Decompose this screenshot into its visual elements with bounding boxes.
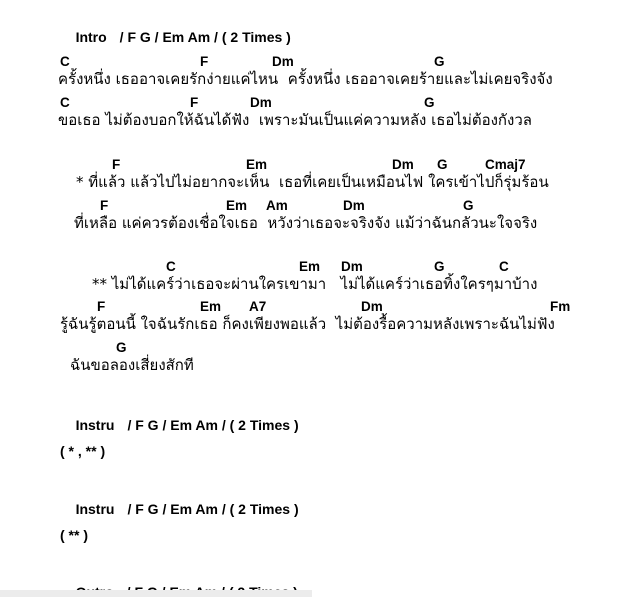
chord-symbol: Dm [272, 54, 294, 69]
instru-section-label-1 [60, 401, 299, 449]
chord-symbol: C [166, 259, 176, 274]
lyric-line: รู้ฉันรู้ตอนนี้ ใจฉันรักเธอ ก็คงเพียงพอแล้ว ไม่ต้องรื้อความหลังเพราะฉันไม่ฟัง [60, 315, 555, 333]
section-name: Intro [75, 29, 107, 45]
chord-symbol: F [100, 198, 109, 213]
chord-symbol: Cmaj7 [485, 157, 526, 172]
lyric-line: ที่เหลือ แค่ควรต้องเชื่อใจเธอ หวังว่าเธอจะจริงจัง แม้ว่าฉันกลัวนะใจจริง [74, 214, 538, 232]
repeat-marker-2: ( ** ) [60, 527, 88, 543]
instru-section-label-2 [60, 485, 299, 533]
lyric-line: ขอเธอ ไม่ต้องบอกให้ฉันได้ฟัง เพราะมันเป็นแค่ความหลัง เธอไม่ต้องกังวล [58, 111, 532, 129]
chord-symbol: Em [246, 157, 268, 172]
chord-symbol: C [60, 95, 70, 110]
chord-symbol: G [434, 259, 445, 274]
section-name: Instru [75, 501, 115, 517]
chord-symbol: Em [299, 259, 321, 274]
chord-symbol: C [499, 259, 509, 274]
chord-symbol: Am [266, 198, 288, 213]
chord-symbol: G [434, 54, 445, 69]
chord-symbol: F [190, 95, 199, 110]
chord-symbol: Dm [341, 259, 363, 274]
chord-symbol: F [97, 299, 106, 314]
chord-symbol: A7 [249, 299, 267, 314]
chord-symbol: Em [226, 198, 248, 213]
lyric-line: ** ไม่ได้แคร์ว่าเธอจะผ่านใครเขามา ไม่ได้แคร์ว่าเธอทิ้งใครๆมาบ้าง [92, 275, 538, 293]
chord-symbol: G [463, 198, 474, 213]
chord-symbol: Dm [392, 157, 414, 172]
chord-symbol: Em [200, 299, 222, 314]
chord-symbol: G [116, 340, 127, 355]
chord-symbol: Fm [550, 299, 571, 314]
chord-symbol: C [60, 54, 70, 69]
intro-section-label [60, 13, 291, 61]
chord-symbol: Dm [361, 299, 383, 314]
repeat-marker-1: ( * , ** ) [60, 443, 106, 459]
bottom-partial-divider [0, 590, 312, 597]
section-name: Instru [75, 417, 115, 433]
lyric-line: ฉันขอลองเสี่ยงสักที [70, 356, 194, 374]
chord-symbol: G [437, 157, 448, 172]
lyric-line: * ที่แล้ว แล้วไปไม่อยากจะเห็น เธอที่เคยเป็นเหมือนไฟ ใครเข้าไปก็รุ่มร้อน [76, 173, 549, 191]
chord-symbol: F [200, 54, 209, 69]
chord-symbol: G [424, 95, 435, 110]
chord-symbol: Dm [343, 198, 365, 213]
chord-progression: / F G / Em Am / ( 2 Times ) [127, 417, 299, 433]
chord-progression: / F G / Em Am / ( 2 Times ) [127, 501, 299, 517]
lyric-line: ครั้งหนึ่ง เธออาจเคยรักง่ายแค่ไหน ครั้งหนึ่ง เธออาจเคยร้ายและไม่เคยจริงจัง [58, 70, 553, 88]
chord-symbol: F [112, 157, 121, 172]
chord-symbol: Dm [250, 95, 272, 110]
chord-progression: / F G / Em Am / ( 2 Times ) [119, 29, 291, 45]
